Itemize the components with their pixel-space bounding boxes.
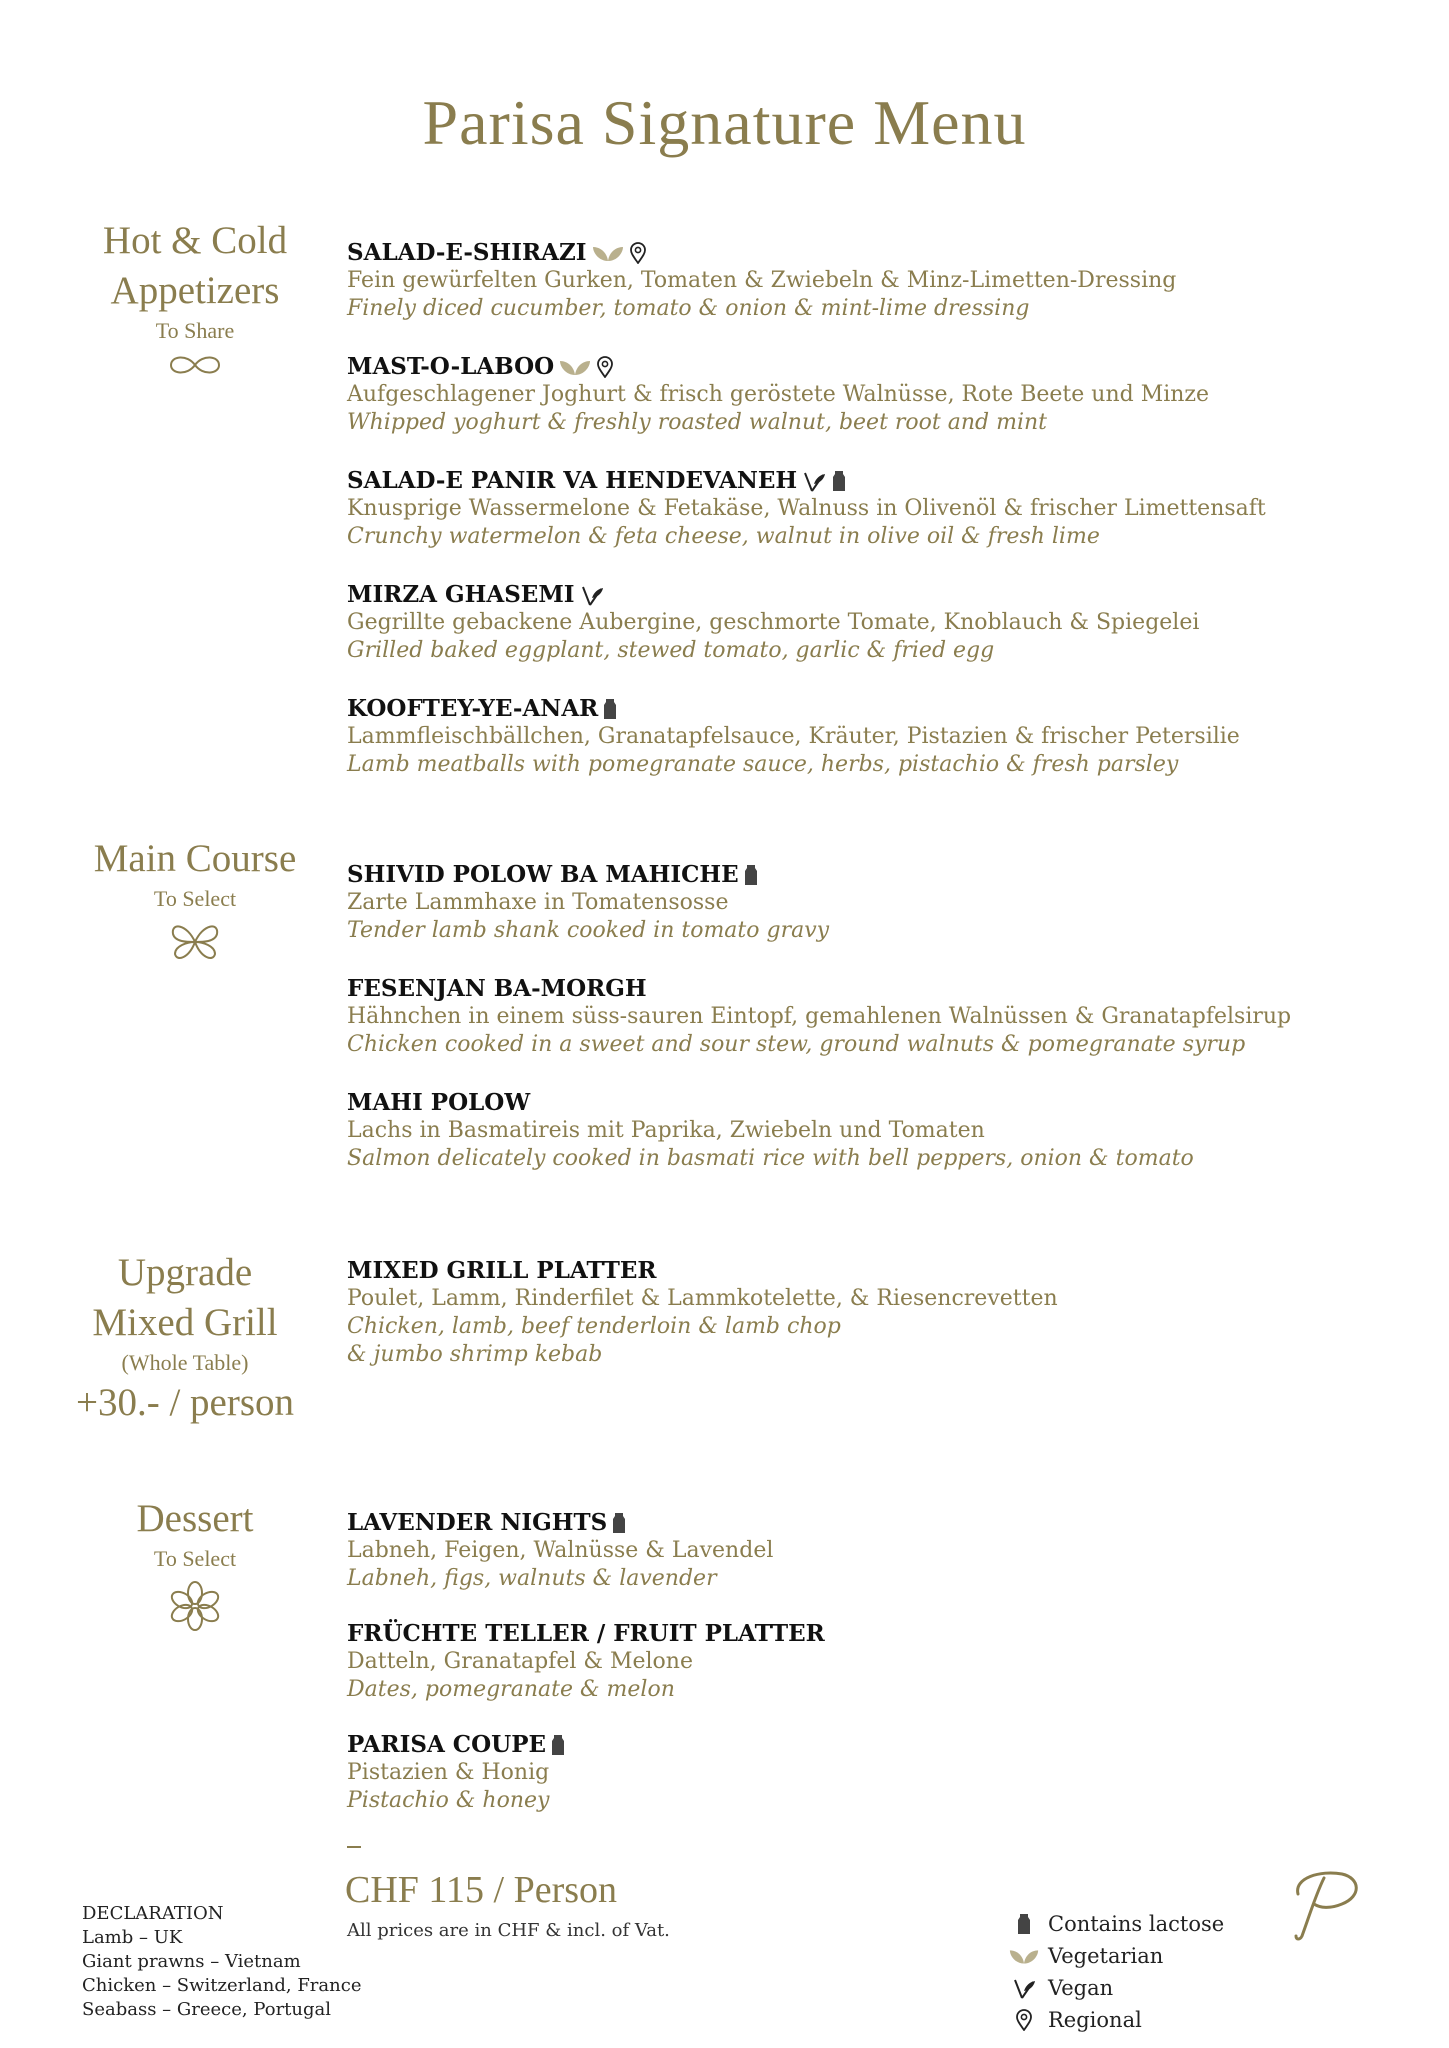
item-description-de: Fein gewürfelten Gurken, Tomaten & Zwiebeln & Minz-Limetten-Dressing: [347, 268, 1177, 293]
regional-icon: [1015, 2009, 1033, 2031]
item-description-en: Labneh, figs, walnuts & lavender: [347, 1566, 717, 1591]
declaration-line: Seabass – Greece, Portugal: [82, 1999, 332, 2020]
item-name: SALAD-E PANIR VA HENDEVANEH: [347, 467, 798, 494]
item-description-de: Zarte Lammhaxe in Tomatensosse: [347, 890, 729, 915]
lactose-icon: [743, 864, 759, 886]
item-description-en: Lamb meatballs with pomegranate sauce, herbs, pistachio & fresh parsley: [347, 752, 1179, 777]
ornament-flower-icon: [167, 1580, 223, 1632]
price-divider: [347, 1846, 361, 1848]
section-main-label: [70, 834, 320, 964]
item-name: MAHI POLOW: [347, 1089, 531, 1116]
appetizers-label-line1: Hot & Cold: [102, 219, 288, 262]
item-description-en: Crunchy watermelon & feta cheese, walnut in olive oil & fresh lime: [347, 524, 1100, 549]
legend-row: [1008, 2004, 1224, 2036]
menu-item: [347, 1256, 1058, 1369]
menu-item: [347, 860, 829, 945]
item-name: PARISA COUPE: [347, 1731, 547, 1758]
declaration-line: Lamb – UK: [82, 1927, 183, 1948]
menu-item: [347, 974, 1291, 1059]
item-description-en: Salmon delicately cooked in basmati rice with bell peppers, onion & tomato: [347, 1146, 1194, 1171]
item-description-de: Datteln, Granatapfel & Melone: [347, 1649, 693, 1674]
lactose-icon: [831, 470, 847, 492]
item-description-de: Aufgeschlagener Joghurt & frisch geröstete Walnüsse, Rote Beete und Minze: [347, 382, 1210, 407]
dessert-sublabel: To Select: [153, 1546, 237, 1571]
item-description-en: Chicken, lamb, beef tenderloin & lamb chop: [347, 1314, 841, 1339]
upgrade-price: +30.- / person: [75, 1381, 295, 1424]
legend-label: Vegetarian: [1048, 1944, 1164, 1968]
ornament-wave-icon: [167, 352, 223, 378]
item-description-de: Labneh, Feigen, Walnüsse & Lavendel: [347, 1538, 774, 1563]
menu-item: [347, 1088, 1194, 1173]
item-description-en: Finely diced cucumber, tomato & onion & mint-lime dressing: [347, 296, 1030, 321]
vegetarian-icon: [558, 357, 592, 377]
legend-label: Vegan: [1048, 1976, 1114, 2000]
item-description-en: Chicken cooked in a sweet and sour stew, ground walnuts & pomegranate syrup: [347, 1032, 1246, 1057]
item-name: KOOFTEY-YE-ANAR: [347, 695, 599, 722]
lactose-icon: [1016, 1912, 1032, 1936]
item-description-en: Dates, pomegranate & melon: [347, 1677, 675, 1702]
item-description-de: Lachs in Basmatireis mit Paprika, Zwiebeln und Tomaten: [347, 1118, 985, 1143]
item-description-en-line2: & jumbo shrimp kebab: [347, 1342, 603, 1367]
legend-label: Contains lactose: [1048, 1912, 1225, 1936]
menu-item: [347, 1730, 566, 1815]
upgrade-label-line2: Mixed Grill: [92, 1301, 278, 1344]
upgrade-label-line1: Upgrade: [117, 1251, 253, 1294]
item-description-de: Poulet, Lamm, Rinderfilet & Lammkotelette, & Riesencrevetten: [347, 1286, 1058, 1311]
main-sublabel: To Select: [153, 886, 237, 911]
menu-price: CHF 115 / Person: [345, 1869, 618, 1911]
item-name: SHIVID POLOW BA MAHICHE: [347, 861, 739, 888]
item-description-en: Pistachio & honey: [347, 1788, 550, 1813]
item-name: MIRZA GHASEMI: [347, 581, 575, 608]
vegetarian-icon: [1008, 1946, 1040, 1966]
legend-label: Regional: [1048, 2008, 1142, 2032]
item-description-de: Gegrillte gebackene Aubergine, geschmorte Tomate, Knoblauch & Spiegelei: [347, 610, 1200, 635]
item-name: FRÜCHTE TELLER / FRUIT PLATTER: [347, 1620, 825, 1647]
item-name: MAST-O-LABOO: [347, 353, 555, 380]
upgrade-sublabel: (Whole Table): [121, 1350, 249, 1375]
menu-item: [347, 1619, 825, 1704]
section-dessert-label: [80, 1494, 310, 1632]
item-description-de: Hähnchen in einem süss-sauren Eintopf, gemahlenen Walnüssen & Granatapfelsirup: [347, 1004, 1292, 1029]
main-label-line1: Main Course: [93, 837, 297, 880]
section-appetizers-label: [80, 216, 310, 378]
section-upgrade-label: [60, 1248, 310, 1428]
menu-item: [347, 238, 1176, 323]
item-name: MIXED GRILL PLATTER: [347, 1257, 657, 1284]
legend-row: [1008, 1972, 1224, 2004]
menu-item: [347, 466, 1266, 551]
vegetarian-icon: [591, 243, 625, 263]
item-description-en: Tender lamb shank cooked in tomato gravy: [347, 918, 830, 943]
icon-legend: [1008, 1908, 1224, 2036]
dessert-label-line1: Dessert: [136, 1497, 254, 1540]
regional-icon: [596, 356, 614, 378]
vegan-icon: [801, 470, 827, 492]
declaration-line: Chicken – Switzerland, France: [82, 1975, 362, 1996]
menu-item: [347, 352, 1209, 437]
item-name: SALAD-E-SHIRAZI: [347, 239, 587, 266]
legend-row: [1008, 1940, 1224, 1972]
item-description-de: Pistazien & Honig: [347, 1760, 550, 1785]
item-name: LAVENDER NIGHTS: [347, 1509, 608, 1536]
item-description-en: Grilled baked eggplant, stewed tomato, garlic & fried egg: [347, 638, 995, 663]
declaration-title: DECLARATION: [82, 1903, 224, 1924]
vat-note: All prices are in CHF & incl. of Vat.: [347, 1920, 670, 1941]
appetizers-sublabel: To Share: [155, 318, 235, 343]
ornament-butterfly-icon: [167, 920, 223, 964]
appetizers-label-line2: Appetizers: [110, 269, 280, 312]
vegan-icon: [1011, 1977, 1037, 1999]
menu-item: [347, 694, 1240, 779]
item-description-de: Knusprige Wassermelone & Fetakäse, Walnuss in Olivenöl & frischer Limettensaft: [347, 496, 1266, 521]
item-name: FESENJAN BA-MORGH: [347, 975, 647, 1002]
regional-icon: [629, 242, 647, 264]
vegan-icon: [579, 584, 605, 606]
legend-row: [1008, 1908, 1224, 1940]
lactose-icon: [602, 698, 618, 720]
menu-item: [347, 1508, 773, 1593]
menu-item: [347, 580, 1199, 665]
item-description-de: Lammfleischbällchen, Granatapfelsauce, Kräuter, Pistazien & frischer Petersilie: [347, 724, 1240, 749]
declaration-block: [82, 1902, 361, 2022]
declaration-line: Giant prawns – Vietnam: [82, 1951, 301, 1972]
lactose-icon: [611, 1512, 627, 1534]
lactose-icon: [550, 1734, 566, 1756]
item-description-en: Whipped yoghurt & freshly roasted walnut, beet root and mint: [347, 410, 1048, 435]
parisa-logo-icon: [1280, 1864, 1370, 1944]
page-title: Parisa Signature Menu: [422, 87, 1027, 158]
